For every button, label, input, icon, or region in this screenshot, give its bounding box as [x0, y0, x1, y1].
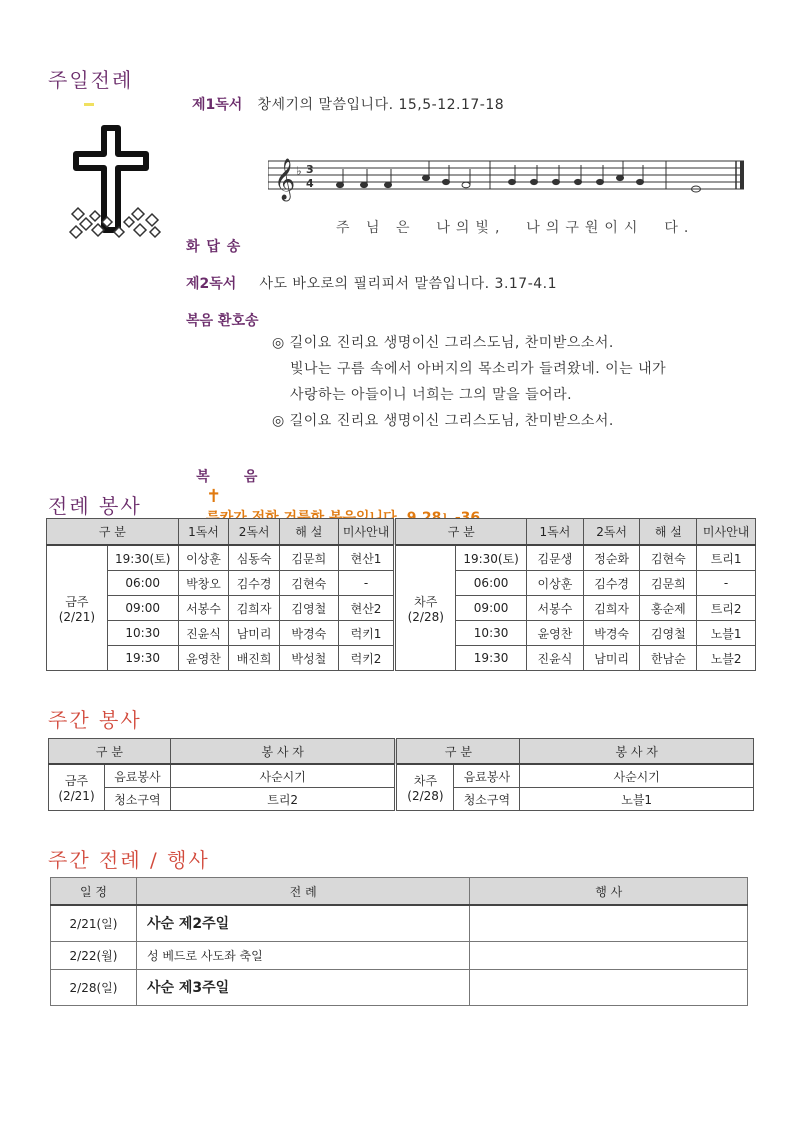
commentator: 김문희	[640, 571, 697, 596]
reading2-server: 박경숙	[583, 621, 640, 646]
acclamation-line-4: ◎ 길이요 진리요 생명이신 그리스도님, 찬미받으소서.	[272, 413, 614, 429]
header-volunteer: 봉 사 자	[170, 739, 396, 765]
acclamation-label: 복음 환호송	[186, 313, 259, 329]
next-week-date: (2/28)	[407, 789, 444, 803]
usher: -	[697, 571, 756, 596]
liturgy-service-table	[46, 518, 756, 671]
acclamation-line-3: 사랑하는 아들이니 너희는 그의 말을 들어라.	[290, 387, 573, 403]
header-category: 구 분	[396, 739, 520, 765]
next-week-label: 차주	[414, 594, 438, 609]
mass-time: 09:00	[456, 596, 527, 621]
reading1-server: 이상훈	[178, 545, 229, 571]
usher: 트리1	[697, 545, 756, 571]
usher: 트리2	[697, 596, 756, 621]
reading1-row	[192, 94, 504, 114]
this-week-cell	[49, 764, 105, 811]
weekly-service-table	[48, 738, 754, 811]
mass-time: 10:30	[107, 621, 178, 646]
volunteer: 사순시기	[520, 764, 754, 788]
table-header-row	[49, 739, 754, 765]
event-activity	[470, 941, 748, 969]
mass-time: 09:00	[107, 596, 178, 621]
service-type: 청소구역	[454, 788, 520, 811]
event-date: 2/28(일)	[51, 969, 137, 1005]
weekly-events-title-text: 주간 전례 / 행사	[48, 848, 210, 872]
cross-icon	[66, 124, 166, 244]
usher: 럭키1	[338, 621, 395, 646]
music-staff	[268, 155, 752, 211]
reading1-label: 제1독서	[192, 97, 243, 113]
weekly-service-title-text: 주간 봉사	[48, 708, 142, 732]
reading1-server: 윤영찬	[178, 646, 229, 671]
reading2-server: 배진희	[229, 646, 280, 671]
reading2-server: 김수경	[229, 571, 280, 596]
header-commentary: 해 설	[640, 519, 697, 546]
header-reading2: 2독서	[229, 519, 280, 546]
weekly-events-table	[50, 877, 748, 1006]
commentator: 박성철	[279, 646, 338, 671]
header-volunteer: 봉 사 자	[520, 739, 754, 765]
event-liturgy: 사순 제2주일	[136, 905, 469, 941]
header-reading1: 1독서	[178, 519, 229, 546]
liturgy-service-title	[48, 490, 142, 519]
gospel-cross-icon: ✝	[206, 486, 222, 507]
header-liturgy: 전 례	[136, 878, 469, 906]
header-reading2: 2독서	[583, 519, 640, 546]
psalm-label: 화 답 송	[186, 239, 242, 255]
svg-text:♭: ♭	[296, 164, 302, 178]
reading2-text: 사도 바오로의 필리피서 말씀입니다. 3.17-4.1	[259, 276, 558, 292]
usher: 현산1	[338, 545, 395, 571]
event-activity	[470, 905, 748, 941]
mass-time: 06:00	[107, 571, 178, 596]
reading2-server: 남미리	[229, 621, 280, 646]
usher: 노블2	[697, 646, 756, 671]
weekly-events-title	[48, 844, 210, 873]
gospel-label: 복 음	[196, 469, 258, 485]
table-row	[49, 764, 754, 788]
reading2-server: 김희자	[583, 596, 640, 621]
table-row	[51, 969, 748, 1005]
decoration-mark	[84, 103, 94, 106]
volunteer: 노블1	[520, 788, 754, 811]
svg-text:3: 3	[306, 163, 314, 176]
reading1-text: 창세기의 말씀입니다. 15,5-12.17-18	[257, 97, 505, 113]
this-week-date: (2/21)	[58, 789, 95, 803]
reading1-server: 김문생	[527, 545, 584, 571]
reading2-server: 남미리	[583, 646, 640, 671]
reading1-server: 진윤식	[527, 646, 584, 671]
service-type: 음료봉사	[104, 764, 170, 788]
table-row	[51, 905, 748, 941]
commentator: 김현숙	[279, 571, 338, 596]
commentator: 김문희	[279, 545, 338, 571]
reading1-server: 진윤식	[178, 621, 229, 646]
reading2-row	[186, 273, 557, 293]
acclamation-line-2: 빛나는 구름 속에서 아버지의 목소리가 들려왔네. 이는 내가	[290, 361, 667, 377]
mass-time: 19:30	[107, 646, 178, 671]
header-usher: 미사안내	[697, 519, 756, 546]
commentator: 홍순제	[640, 596, 697, 621]
reading2-label: 제2독서	[186, 276, 237, 292]
table-row	[47, 545, 756, 571]
reading1-server: 윤영찬	[527, 621, 584, 646]
this-week-label: 금주	[64, 774, 89, 788]
header-category: 구 분	[395, 519, 527, 546]
reading1-server: 박창오	[178, 571, 229, 596]
next-week-cell	[395, 545, 456, 671]
acclamation-line-1: ◎ 길이요 진리요 생명이신 그리스도님, 찬미받으소서.	[272, 335, 614, 351]
mass-time: 19:30(토)	[107, 545, 178, 571]
table-header-row	[47, 519, 756, 546]
sunday-liturgy-title	[48, 64, 133, 93]
this-week-cell	[47, 545, 108, 671]
header-reading1: 1독서	[527, 519, 584, 546]
table-row	[51, 941, 748, 969]
commentator: 김영철	[640, 621, 697, 646]
mass-time: 19:30(토)	[456, 545, 527, 571]
reading1-server: 서봉수	[527, 596, 584, 621]
header-category: 구 분	[47, 519, 179, 546]
this-week-label: 금주	[65, 594, 89, 609]
event-activity	[470, 969, 748, 1005]
this-week-date: (2/21)	[58, 609, 96, 624]
service-type: 음료봉사	[454, 764, 520, 788]
reading2-server: 김희자	[229, 596, 280, 621]
reading1-server: 서봉수	[178, 596, 229, 621]
header-commentary: 해 설	[279, 519, 338, 546]
reading2-server: 김수경	[583, 571, 640, 596]
weekly-service-title	[48, 704, 142, 733]
header-category: 구 분	[49, 739, 171, 765]
commentator: 한남순	[640, 646, 697, 671]
usher: -	[338, 571, 395, 596]
header-usher: 미사안내	[338, 519, 395, 546]
usher: 현산2	[338, 596, 395, 621]
liturgy-service-title-text: 전례 봉사	[48, 494, 142, 518]
header-event: 행 사	[470, 878, 748, 906]
psalm-lyrics: 주 님 은 나의빛, 나의구원이시 다.	[336, 220, 695, 236]
next-week-date: (2/28)	[407, 609, 444, 624]
mass-time: 06:00	[456, 571, 527, 596]
header-date: 일 정	[51, 878, 137, 906]
reading2-server: 심동숙	[229, 545, 280, 571]
svg-text:4: 4	[306, 177, 314, 190]
reading2-server: 정순화	[583, 545, 640, 571]
next-week-cell	[396, 764, 454, 811]
commentator: 박경숙	[279, 621, 338, 646]
volunteer: 사순시기	[170, 764, 396, 788]
service-type: 청소구역	[104, 788, 170, 811]
mass-time: 10:30	[456, 621, 527, 646]
usher: 노블1	[697, 621, 756, 646]
event-date: 2/21(일)	[51, 905, 137, 941]
gospel-row	[186, 447, 480, 527]
volunteer: 트리2	[170, 788, 396, 811]
next-week-label: 차주	[413, 774, 438, 788]
sunday-liturgy-title-text: 주일전례	[48, 68, 134, 92]
commentator: 김영철	[279, 596, 338, 621]
treble-clef: 𝄞	[274, 159, 296, 200]
commentator: 김현숙	[640, 545, 697, 571]
event-date: 2/22(월)	[51, 941, 137, 969]
event-liturgy: 성 베드로 사도좌 축일	[136, 941, 469, 969]
table-header-row	[51, 878, 748, 906]
event-liturgy: 사순 제3주일	[136, 969, 469, 1005]
reading1-server: 이상훈	[527, 571, 584, 596]
mass-time: 19:30	[456, 646, 527, 671]
usher: 럭키2	[338, 646, 395, 671]
